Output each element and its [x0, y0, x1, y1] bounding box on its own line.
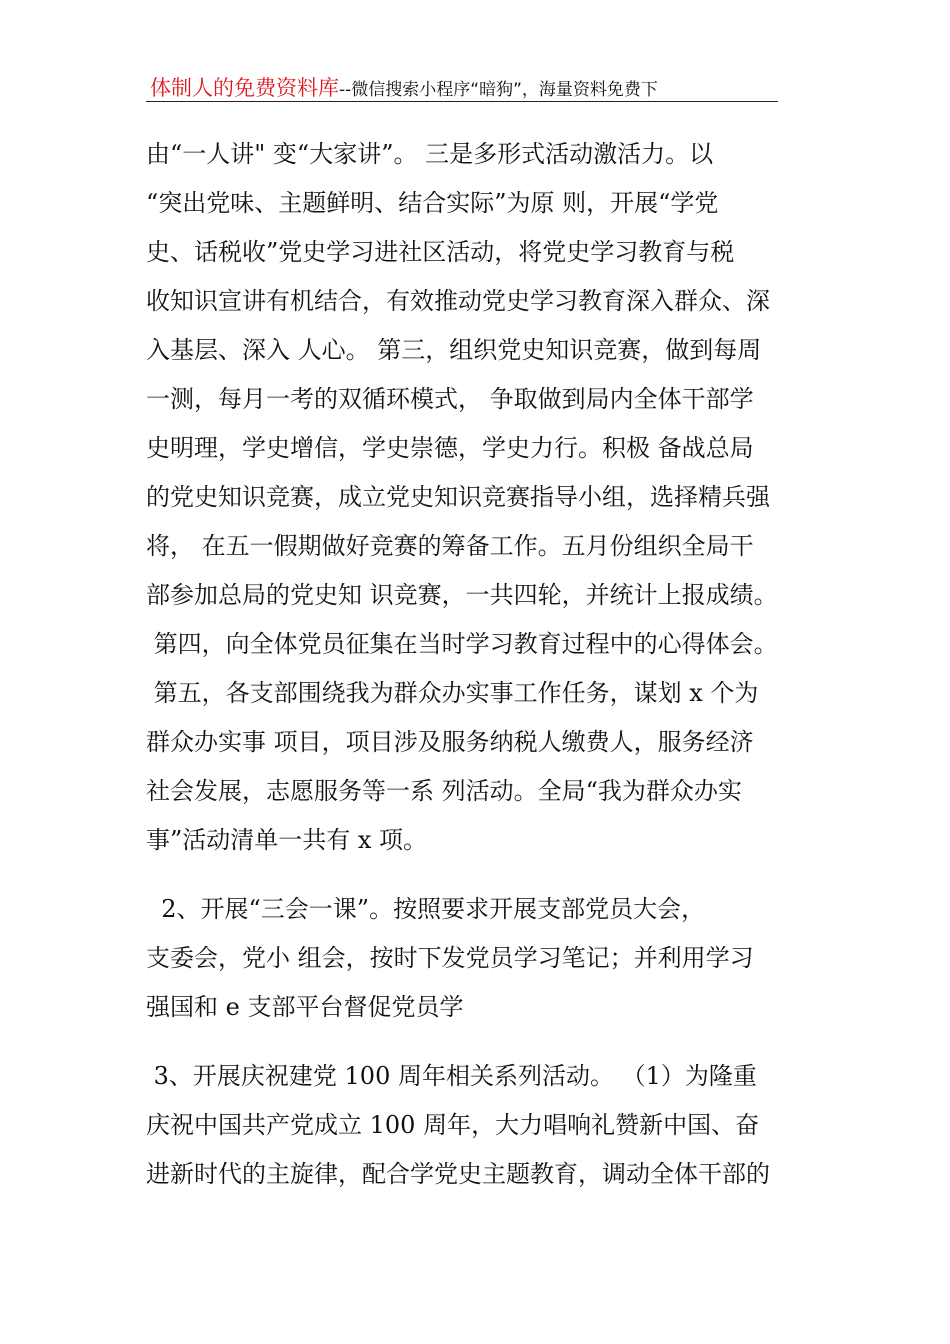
text-line: 将， 在五一假期做好竞赛的筹备工作。五月份组织全局干 [146, 532, 754, 560]
text-line: 部参加总局的党史知 识竞赛，一共四轮，并统计上报成绩。 [146, 581, 778, 609]
text-line: 进新时代的主旋律，配合学党史主题教育，调动全体干部的 [146, 1160, 770, 1188]
text-line: 庆祝中国共产党成立 100 周年，大力唱响礼赞新中国、奋 [146, 1111, 760, 1139]
text-line: 第五，各支部围绕我为群众办实事工作任务，谋划 x 个为 [146, 679, 759, 707]
paragraph-2 [146, 885, 826, 1032]
paragraph-gap [146, 865, 826, 885]
text-line: 支委会，党小 组会，按时下发党员学习笔记；并利用学习 [146, 944, 754, 972]
text-line: 史明理，学史增信，学史崇德，学史力行。积极 备战总局 [146, 434, 754, 462]
text-line: 群众办实事 项目，项目涉及服务纳税人缴费人，服务经济 [146, 728, 754, 756]
paragraph-gap [146, 1032, 826, 1052]
text-line: 强国和 e 支部平台督促党员学 [146, 993, 464, 1021]
page-header [150, 72, 790, 102]
header-slogan: --微信搜索小程序“暗狗”，海量资料免费下 [339, 80, 658, 100]
text-line: 入基层、深入 人心。 第三，组织党史知识竞赛，做到每周 [146, 336, 762, 364]
header-divider [146, 101, 778, 102]
paragraph-1 [146, 130, 826, 865]
text-line: 第四，向全体党员征集在当时学习教育过程中的心得体会。 [146, 630, 778, 658]
text-line: 社会发展，志愿服务等一系 列活动。全局“我为群众办实 [146, 777, 742, 805]
text-line: 的党史知识竞赛，成立党史知识竞赛指导小组，选择精兵强 [146, 483, 770, 511]
paragraph-3 [146, 1052, 826, 1199]
document-body [146, 130, 826, 1199]
text-line: 事”活动清单一共有 x 项。 [146, 826, 428, 854]
header-brand: 体制人的免费资料库 [150, 76, 339, 100]
text-line: 3、开展庆祝建党 100 周年相关系列活动。 （1）为隆重 [146, 1062, 757, 1090]
text-line: 史、话税收”党史学习进社区活动，将党史学习教育与税 [146, 238, 735, 266]
text-line: “突出党味、主题鲜明、结合实际”为原 则，开展“学党 [146, 189, 719, 217]
text-line: 2、开展“三会一课”。按照要求开展支部党员大会， [146, 895, 706, 923]
text-line: 收知识宣讲有机结合，有效推动党史学习教育深入群众、深 [146, 287, 770, 315]
text-line: 由“一人讲" 变“大家讲”。 三是多形式活动激活力。以 [146, 140, 714, 168]
text-line: 一测，每月一考的双循环模式， 争取做到局内全体干部学 [146, 385, 754, 413]
